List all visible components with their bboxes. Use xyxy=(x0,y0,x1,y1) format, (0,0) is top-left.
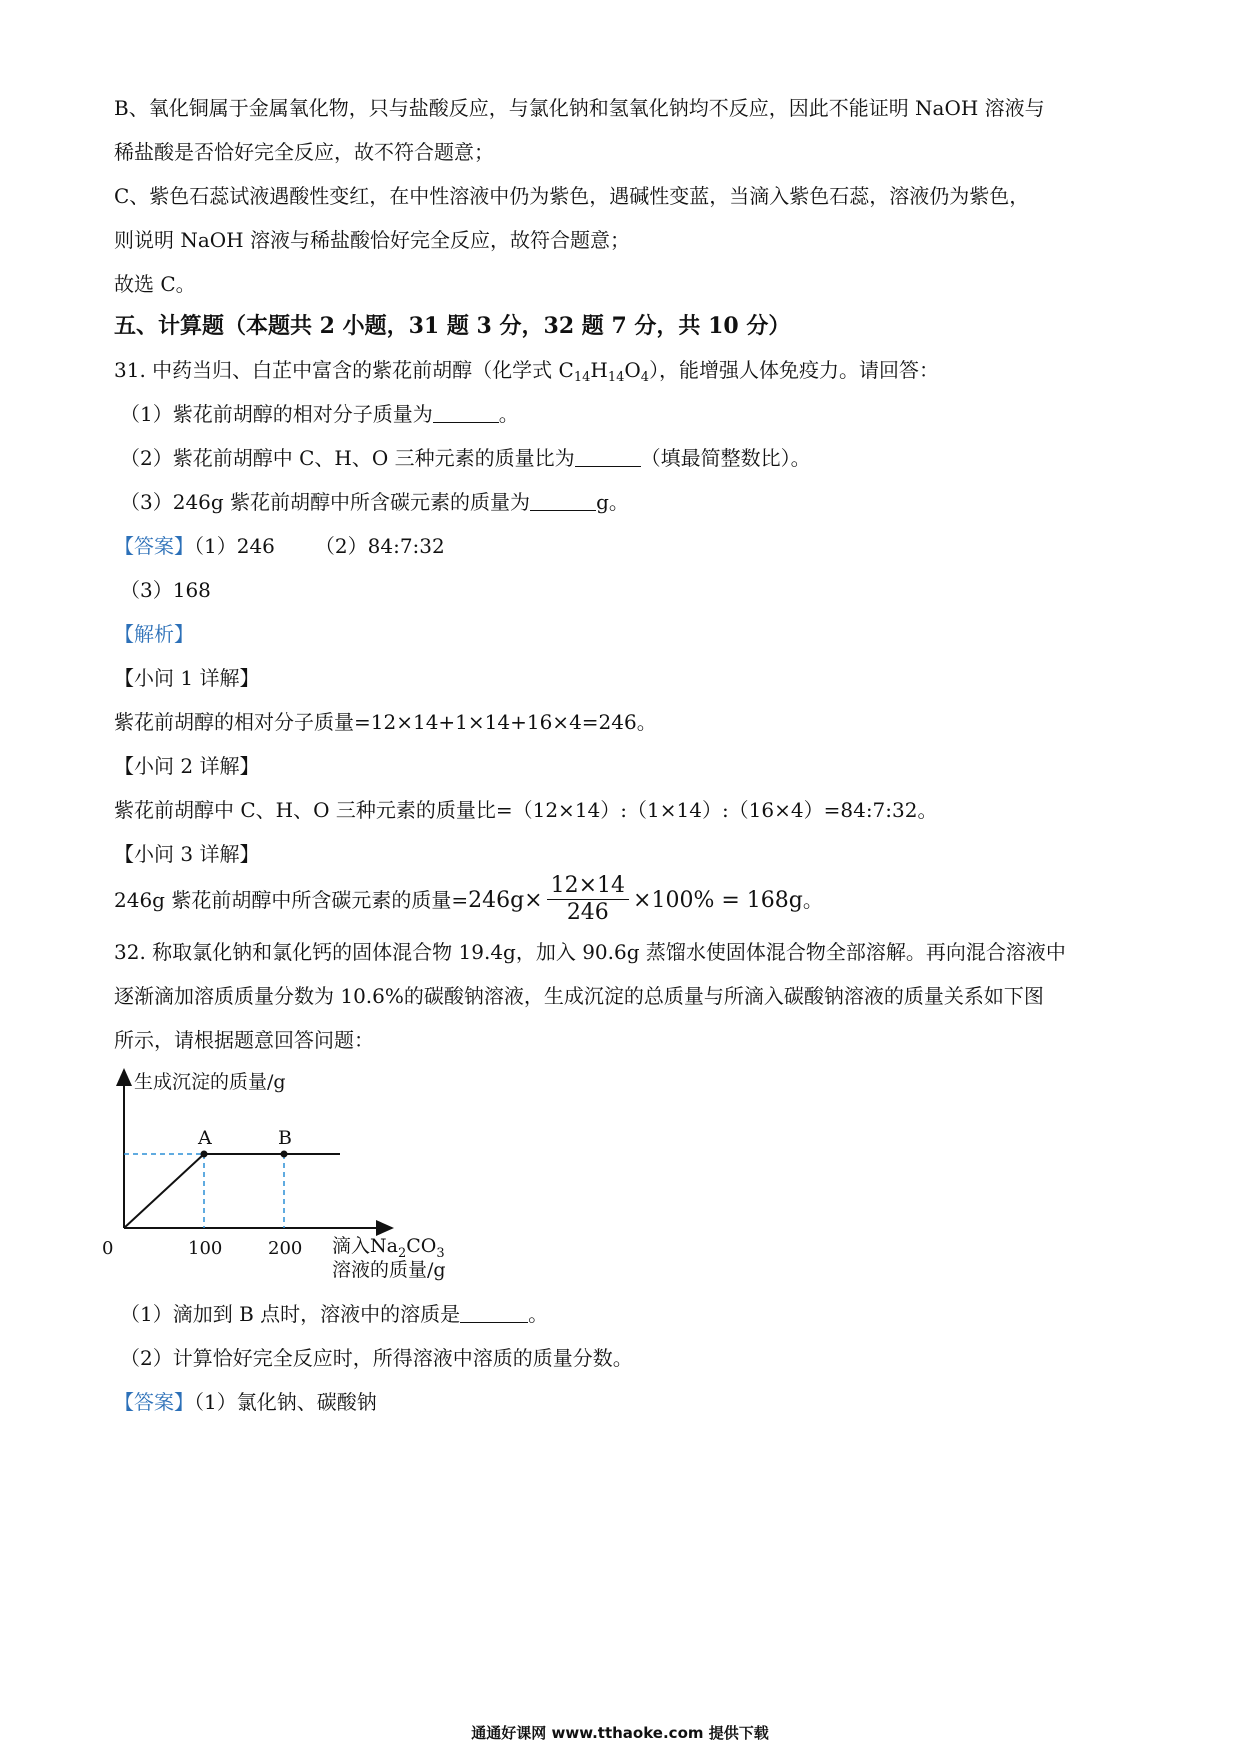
q31-detail3-end: 。 xyxy=(802,888,823,912)
q31-answer-3: （3）168 xyxy=(120,578,211,602)
chart-marks xyxy=(124,1127,340,1259)
q31-detail3 xyxy=(114,872,1120,932)
q31-detail1-head: 【小问 1 详解】 xyxy=(114,666,260,690)
chart-point-label-a: A xyxy=(198,1127,212,1149)
q31-part2-blank xyxy=(575,448,641,467)
prev-option-c-line2: 则说明 NaOH 溶液与稀盐酸恰好完全反应，故符合题意； xyxy=(114,228,630,252)
q31-answer-tag: 【答案】 xyxy=(114,534,194,558)
q31-sub-o: 4 xyxy=(640,370,650,385)
q32-answer xyxy=(114,1388,1120,1416)
q31-part1-end: 。 xyxy=(498,402,519,426)
chart-x-label-line2: 溶液的质量/g xyxy=(332,1259,446,1281)
q32-part1 xyxy=(120,1300,1120,1328)
q31-detail3-head: 【小问 3 详解】 xyxy=(114,842,260,866)
q31-sub-c: 14 xyxy=(573,370,591,385)
chart-x-label-b: CO xyxy=(406,1235,437,1257)
chart-series-line xyxy=(124,1154,340,1228)
q31-detail3-pre: 246g 紫花前胡醇中所含碳元素的质量= xyxy=(114,888,469,912)
chart-y-label: 生成沉淀的质量/g xyxy=(134,1071,286,1093)
chart-x-label-a: 滴入Na xyxy=(332,1235,398,1257)
section-title: 五、计算题（本题共 2 小题，31 题 3 分，32 题 7 分，共 10 分） xyxy=(114,313,791,339)
q31-answer xyxy=(114,532,1120,560)
q31-part1 xyxy=(120,400,1120,428)
q31-sub-h: 14 xyxy=(607,370,625,385)
q31-o: O xyxy=(624,358,641,382)
page-footer: 通通好课网 www.tthaoke.com 提供下载 xyxy=(471,1724,769,1742)
q32-stem-line2: 逐渐滴加溶质质量分数为 10.6%的碳酸钠溶液，生成沉淀的总质量与所滴入碳酸钠溶液的质量关系如下图 xyxy=(114,984,1044,1008)
q31-part1-blank xyxy=(433,404,499,423)
q32-answer-tag: 【答案】 xyxy=(114,1390,194,1414)
q31-formula-b: ×100% = 168g xyxy=(633,888,803,913)
prev-option-c-line1: C、紫色石蕊试液遇酸性变红，在中性溶液中仍为紫色，遇碱性变蓝，当滴入紫色石蕊，溶液仍为紫色， xyxy=(114,184,1030,208)
q31-detail1: 紫花前胡醇的相对分子质量=12×14+1×14+16×4=246。 xyxy=(114,710,657,734)
chart-x-label-sub2: 3 xyxy=(436,1246,445,1261)
q31-part2 xyxy=(120,444,1120,472)
q31-part3-end: g。 xyxy=(596,490,629,514)
q31-stem-a: 31. 中药当归、白芷中富含的紫花前胡醇（化学式 C xyxy=(114,358,574,382)
q31-detail2-head: 【小问 2 详解】 xyxy=(114,754,260,778)
q31-part2-text: （2）紫花前胡醇中 C、H、O 三种元素的质量比为 xyxy=(120,446,575,470)
q31-part3 xyxy=(120,488,1120,516)
q31-part2-end: （填最简整数比）。 xyxy=(640,446,811,470)
q32-stem-line1: 32. 称取氯化钠和氯化钙的固体混合物 19.4g，加入 90.6g 蒸馏水使固体混合物全部溶解。再向混合溶液中 xyxy=(114,940,1066,964)
chart-x-label-line1 xyxy=(332,1235,445,1261)
q31-fraction xyxy=(547,873,629,926)
chart-point-b xyxy=(281,1151,288,1158)
q31-part3-blank xyxy=(530,492,596,511)
q31-stem xyxy=(114,356,1120,392)
q32-part1-text: （1）滴加到 B 点时，溶液中的溶质是 xyxy=(120,1302,461,1326)
q32-part1-blank xyxy=(460,1304,528,1323)
q32-part2: （2）计算恰好完全反应时，所得溶液中溶质的质量分数。 xyxy=(120,1346,633,1370)
q31-part1-text: （1）紫花前胡醇的相对分子质量为 xyxy=(120,402,433,426)
prev-option-b-line1: B、氧化铜属于金属氧化物，只与盐酸反应，与氯化钠和氢氧化钠均不反应，因此不能证明 NaOH 溶液与 xyxy=(114,96,1045,120)
q32-stem-line3: 所示，请根据题意回答问题： xyxy=(114,1028,374,1052)
chart-x-tick-200: 200 xyxy=(268,1238,303,1259)
q31-detail2: 紫花前胡醇中 C、H、O 三种元素的质量比=（12×14）:（1×14）:（16×4）=84:7:32。 xyxy=(114,798,938,822)
q32-answer-1: （1）氯化钠、碳酸钠 xyxy=(194,1390,377,1414)
q31-fraction-denominator: 246 xyxy=(566,899,609,925)
q31-answer-2: （2）84:7:32 xyxy=(314,534,445,558)
prev-choice: 故选 C。 xyxy=(114,272,196,296)
chart-x-label-sub1: 2 xyxy=(397,1246,407,1261)
q31-formula-a: 246g× xyxy=(468,888,543,913)
q32-part1-end: 。 xyxy=(528,1302,549,1326)
precipitate-chart xyxy=(100,1066,500,1306)
chart-origin-label: 0 xyxy=(102,1238,114,1259)
q31-h: H xyxy=(590,358,608,382)
q31-analysis-tag: 【解析】 xyxy=(114,622,194,646)
q31-answer-1: （1）246 xyxy=(194,534,275,558)
q31-stem-b: ），能增强人体免疫力。请回答： xyxy=(649,358,940,382)
chart-point-a xyxy=(201,1151,208,1158)
q31-part3-text: （3）246g 紫花前胡醇中所含碳元素的质量为 xyxy=(120,490,531,514)
chart-x-tick-100: 100 xyxy=(188,1238,223,1259)
q31-fraction-numerator: 12×14 xyxy=(547,873,629,900)
prev-option-b-line2: 稀盐酸是否恰好完全反应，故不符合题意； xyxy=(114,140,494,164)
chart-point-label-b: B xyxy=(278,1127,292,1149)
